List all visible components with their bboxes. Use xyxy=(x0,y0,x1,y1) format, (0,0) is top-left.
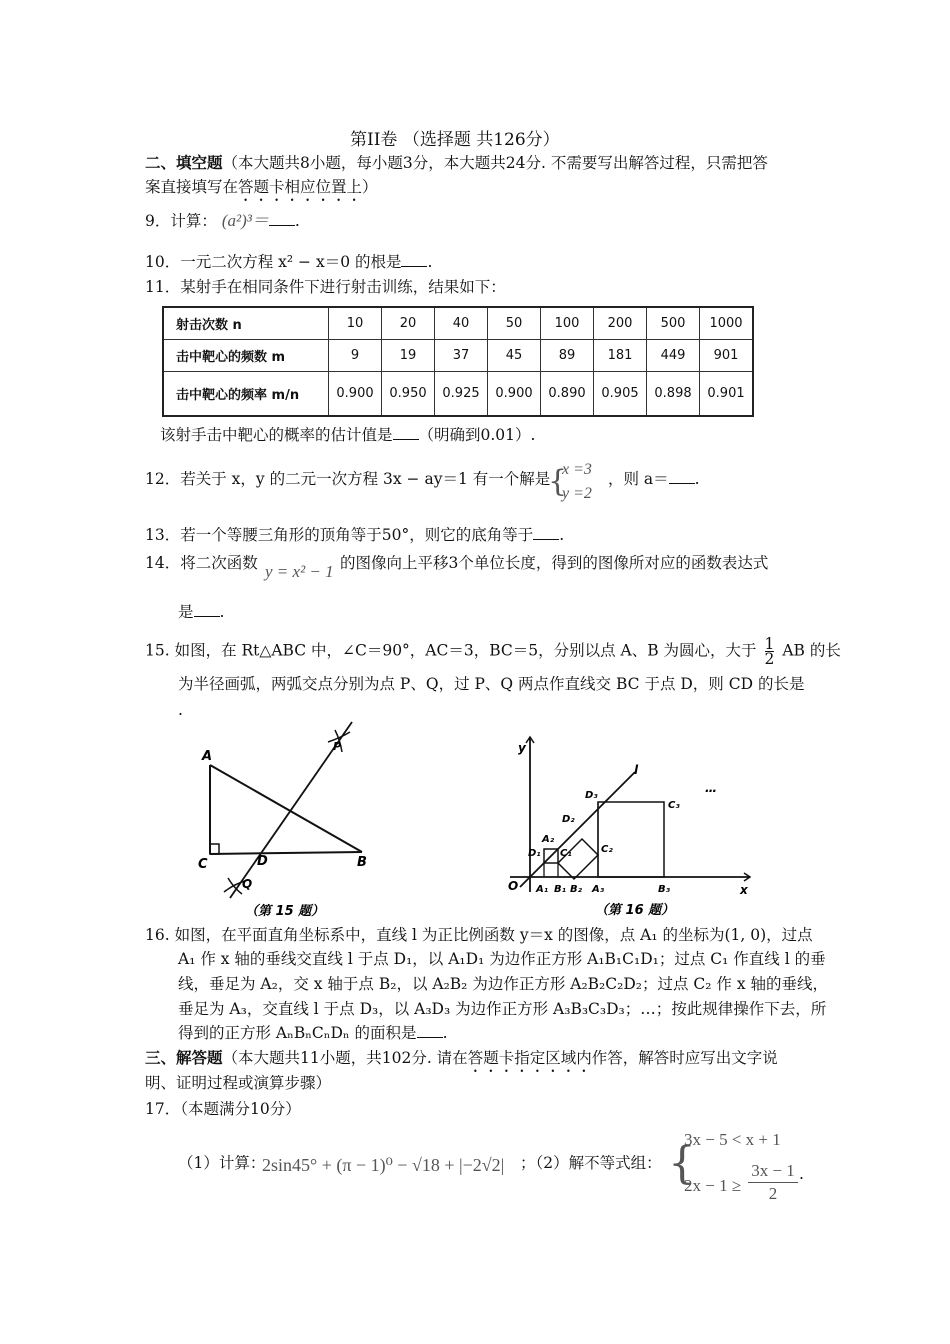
question-17-title: 17．（本题满分10分） xyxy=(145,1100,301,1118)
q12-text-a: 12．若关于 x，y 的二元一次方程 3x − ay＝1 有一个解是 xyxy=(145,470,551,488)
q12-text-b: ，则 a＝ xyxy=(608,470,669,488)
q17-part1 xyxy=(178,1152,265,1174)
q10-answer-blank xyxy=(401,252,427,267)
q9-answer-blank xyxy=(269,211,295,226)
label-a: A xyxy=(202,749,213,764)
label-ellipsis: … xyxy=(705,781,717,795)
table-cell: 50 xyxy=(488,307,541,340)
table-cell: 0.905 xyxy=(594,372,647,416)
table-cell: 449 xyxy=(647,340,700,372)
question-10 xyxy=(145,251,432,273)
fig16-caption: （第 16 题） xyxy=(595,903,675,918)
part2-desc-line2 xyxy=(145,176,378,205)
table-cell: 19 xyxy=(382,340,435,372)
label-d3: D₃ xyxy=(585,790,598,801)
q17-brace: { xyxy=(668,1138,696,1189)
table-cell: 20 xyxy=(382,307,435,340)
q17-expression: 2sin45° + (π − 1)⁰ − √18 + |−2√2| xyxy=(262,1155,505,1175)
q12-system xyxy=(562,458,592,506)
q16-end: . xyxy=(442,1024,448,1042)
section-title: 第II卷 （选择题 共126分） xyxy=(350,130,560,150)
question-16-line1: 16. 如图，在平面直角坐标系中，直线 l 为正比例函数 y＝x 的图像，点 A₁ 的坐标为(1, 0)，过点 xyxy=(145,926,813,944)
q14-text-b: 的图像向上平移3个单位长度，得到的图像所对应的函数表达式 xyxy=(340,554,769,572)
part2-desc2b: 答题卡相应位置上 xyxy=(238,178,363,196)
label-a1: A₁ xyxy=(536,884,549,895)
q13-answer-blank xyxy=(533,525,559,540)
label-b1: B₁ xyxy=(554,884,567,895)
label-l: l xyxy=(634,763,639,777)
part3-heading: 三、解答题 xyxy=(145,1048,223,1067)
table-row-shots xyxy=(163,307,753,340)
shooting-results-table xyxy=(162,306,754,417)
question-15-line3: . xyxy=(178,701,183,719)
square-2 xyxy=(558,839,598,879)
label-a3: A₃ xyxy=(592,884,605,895)
q10-end: . xyxy=(427,253,433,271)
table-cell: 45 xyxy=(488,340,541,372)
q15-fraction xyxy=(765,637,775,666)
q14-expression: y = x² − 1 xyxy=(265,562,334,581)
part2-desc2c: ） xyxy=(362,178,378,196)
question-15-line2: 为半径画弧，两弧交点分别为点 P、Q，过 P、Q 两点作直线交 BC 于点 D，则 CD 的长是 xyxy=(178,675,805,693)
q12-brace: { xyxy=(548,464,568,499)
q9-expression: (a²)³＝ xyxy=(221,211,269,230)
row-label-hits: 击中靶心的频数 m xyxy=(163,340,329,372)
figure-16 xyxy=(500,722,760,922)
label-c2: C₂ xyxy=(601,844,613,855)
question-12 xyxy=(145,468,550,490)
q12-eq2: y =2 xyxy=(562,485,592,502)
label-d: D xyxy=(257,854,268,869)
label-c1: C₁ xyxy=(560,848,572,859)
q9-number: 9．计算： xyxy=(145,212,217,230)
table-cell: 0.900 xyxy=(329,372,382,416)
q9-end: . xyxy=(294,212,300,230)
q15-frac-den: 2 xyxy=(764,650,775,668)
label-o: O xyxy=(508,879,519,893)
question-9 xyxy=(145,210,300,232)
table-cell: 0.950 xyxy=(382,372,435,416)
part2-desc2a: 案直接填写在 xyxy=(145,178,239,196)
q17-inequality2-fraction xyxy=(748,1160,798,1205)
label-d2: D₂ xyxy=(562,814,575,825)
label-c3: C₃ xyxy=(668,800,680,811)
q16-text-l5: 得到的正方形 AₙBₙCₙDₙ 的面积是 xyxy=(178,1024,417,1042)
part3-desc-line2: 明、证明过程或演算步骤） xyxy=(145,1074,332,1092)
part2-desc1: （本大题共8小题，每小题3分，本大题共24分. 不需要写出解答过程，只需把答 xyxy=(222,154,768,172)
label-b3: B₃ xyxy=(658,884,671,895)
question-16-line3: 线，垂足为 A₂，交 x 轴于点 B₂，以 A₂B₂ 为边作正方形 A₂B₂C₂D₂；过点 C₂ 作 x 轴的垂线， xyxy=(178,975,829,993)
row-label-shots: 射击次数 n xyxy=(163,307,329,340)
table-cell: 181 xyxy=(594,340,647,372)
q11-followup-b: （明确到0.01）. xyxy=(418,426,536,444)
right-angle-mark xyxy=(210,844,219,854)
table-cell: 500 xyxy=(647,307,700,340)
label-p: P xyxy=(333,740,342,753)
label-c: C xyxy=(198,857,208,872)
q17-part1-label: （1）计算： xyxy=(178,1154,266,1172)
figure-15 xyxy=(190,720,390,920)
q12-tail xyxy=(608,468,700,490)
question-16-line4: 垂足为 A₃，交直线 l 于点 D₃，以 A₃D₃ 为边作正方形 A₃B₃C₃D₃；…；按此规律操作下去，所 xyxy=(178,1000,827,1018)
table-cell: 901 xyxy=(700,340,754,372)
table-cell: 40 xyxy=(435,307,488,340)
question-11: 11．某射手在相同条件下进行射击训练，结果如下： xyxy=(145,278,506,296)
q15-text-a: 15. 如图，在 Rt△ABC 中，∠C＝90°，AC＝3，BC＝5，分别以点 A、B 为圆心，大于 xyxy=(145,641,757,660)
side-cb xyxy=(210,852,362,854)
label-x: x xyxy=(740,883,748,897)
q10-text: 10．一元二次方程 x² − x＝0 的根是 xyxy=(145,253,402,271)
q12-end: . xyxy=(694,470,700,488)
table-cell: 1000 xyxy=(700,307,754,340)
q14-answer-blank xyxy=(194,602,220,617)
table-cell: 100 xyxy=(541,307,594,340)
table-cell: 37 xyxy=(435,340,488,372)
square-3 xyxy=(598,802,664,877)
question-13 xyxy=(145,524,564,546)
table-cell: 9 xyxy=(329,340,382,372)
q17-separator: ； xyxy=(520,1154,536,1172)
label-d1: D₁ xyxy=(528,848,541,859)
q17-part2 xyxy=(520,1152,662,1174)
part3-desc1b: 答题卡指定区域内 xyxy=(467,1049,592,1067)
table-cell: 200 xyxy=(594,307,647,340)
q14-line2 xyxy=(178,601,224,623)
part2-desc-line1 xyxy=(145,152,768,174)
q15-frac-num: 1 xyxy=(764,635,775,653)
table-cell: 89 xyxy=(541,340,594,372)
question-16-line2: A₁ 作 x 轴的垂线交直线 l 于点 D₁，以 A₁D₁ 为边作正方形 A₁B₁C₁D₁；过点 C₁ 作直线 l 的垂 xyxy=(178,950,826,968)
table-cell: 0.925 xyxy=(435,372,488,416)
table-row-hits xyxy=(163,340,753,372)
table-row-frequency xyxy=(163,372,753,416)
q12-eq1: x =3 xyxy=(562,461,592,478)
table-cell: 0.900 xyxy=(488,372,541,416)
question-15-line1 xyxy=(145,637,841,666)
part2-heading: 二、填空题 xyxy=(145,153,223,172)
q11-answer-blank xyxy=(393,425,419,440)
q11-followup-a: 该射手击中靶心的概率的估计值是 xyxy=(160,426,393,444)
q15-text-b: AB 的长 xyxy=(782,641,841,660)
q13-text: 13．若一个等腰三角形的顶角等于50°，则它的底角等于 xyxy=(145,526,534,544)
q17-inequality1: 3x − 5 < x + 1 xyxy=(684,1130,781,1149)
q17-frac-num: 3x − 1 xyxy=(748,1160,798,1183)
label-y: y xyxy=(518,741,526,755)
side-ab xyxy=(210,765,362,852)
label-b2: B₂ xyxy=(570,884,583,895)
label-q: Q xyxy=(242,877,253,891)
q17-part2-label: （2）解不等式组： xyxy=(535,1154,662,1172)
q14-text-a: 14．将二次函数 xyxy=(145,554,258,572)
part3-desc1c: 作答，解答时应写出文字说 xyxy=(591,1049,778,1067)
q11-followup xyxy=(160,424,535,446)
line-l xyxy=(520,772,635,887)
fig15-caption: （第 15 题） xyxy=(245,904,325,919)
table-cell: 0.901 xyxy=(700,372,754,416)
q16-answer-blank xyxy=(417,1023,443,1038)
q17-end: . xyxy=(799,1165,804,1183)
q12-answer-blank xyxy=(669,469,695,484)
table-cell: 0.898 xyxy=(647,372,700,416)
row-label-frequency: 击中靶心的频率 m/n xyxy=(163,372,329,416)
question-14 xyxy=(145,552,258,574)
q13-end: . xyxy=(559,526,565,544)
q14-end: . xyxy=(219,603,225,621)
table-cell: 0.890 xyxy=(541,372,594,416)
q17-inequality2-left: 2x − 1 ≥ xyxy=(684,1176,742,1195)
label-b: B xyxy=(357,855,367,870)
label-a2: A₂ xyxy=(542,834,555,845)
q14-text-c: 是 xyxy=(178,603,194,621)
q17-frac-den: 2 xyxy=(768,1184,778,1203)
question-16-line5 xyxy=(178,1022,448,1044)
part3-desc1a: （本大题共11小题，共102分. 请在 xyxy=(222,1049,468,1067)
table-cell: 10 xyxy=(329,307,382,340)
